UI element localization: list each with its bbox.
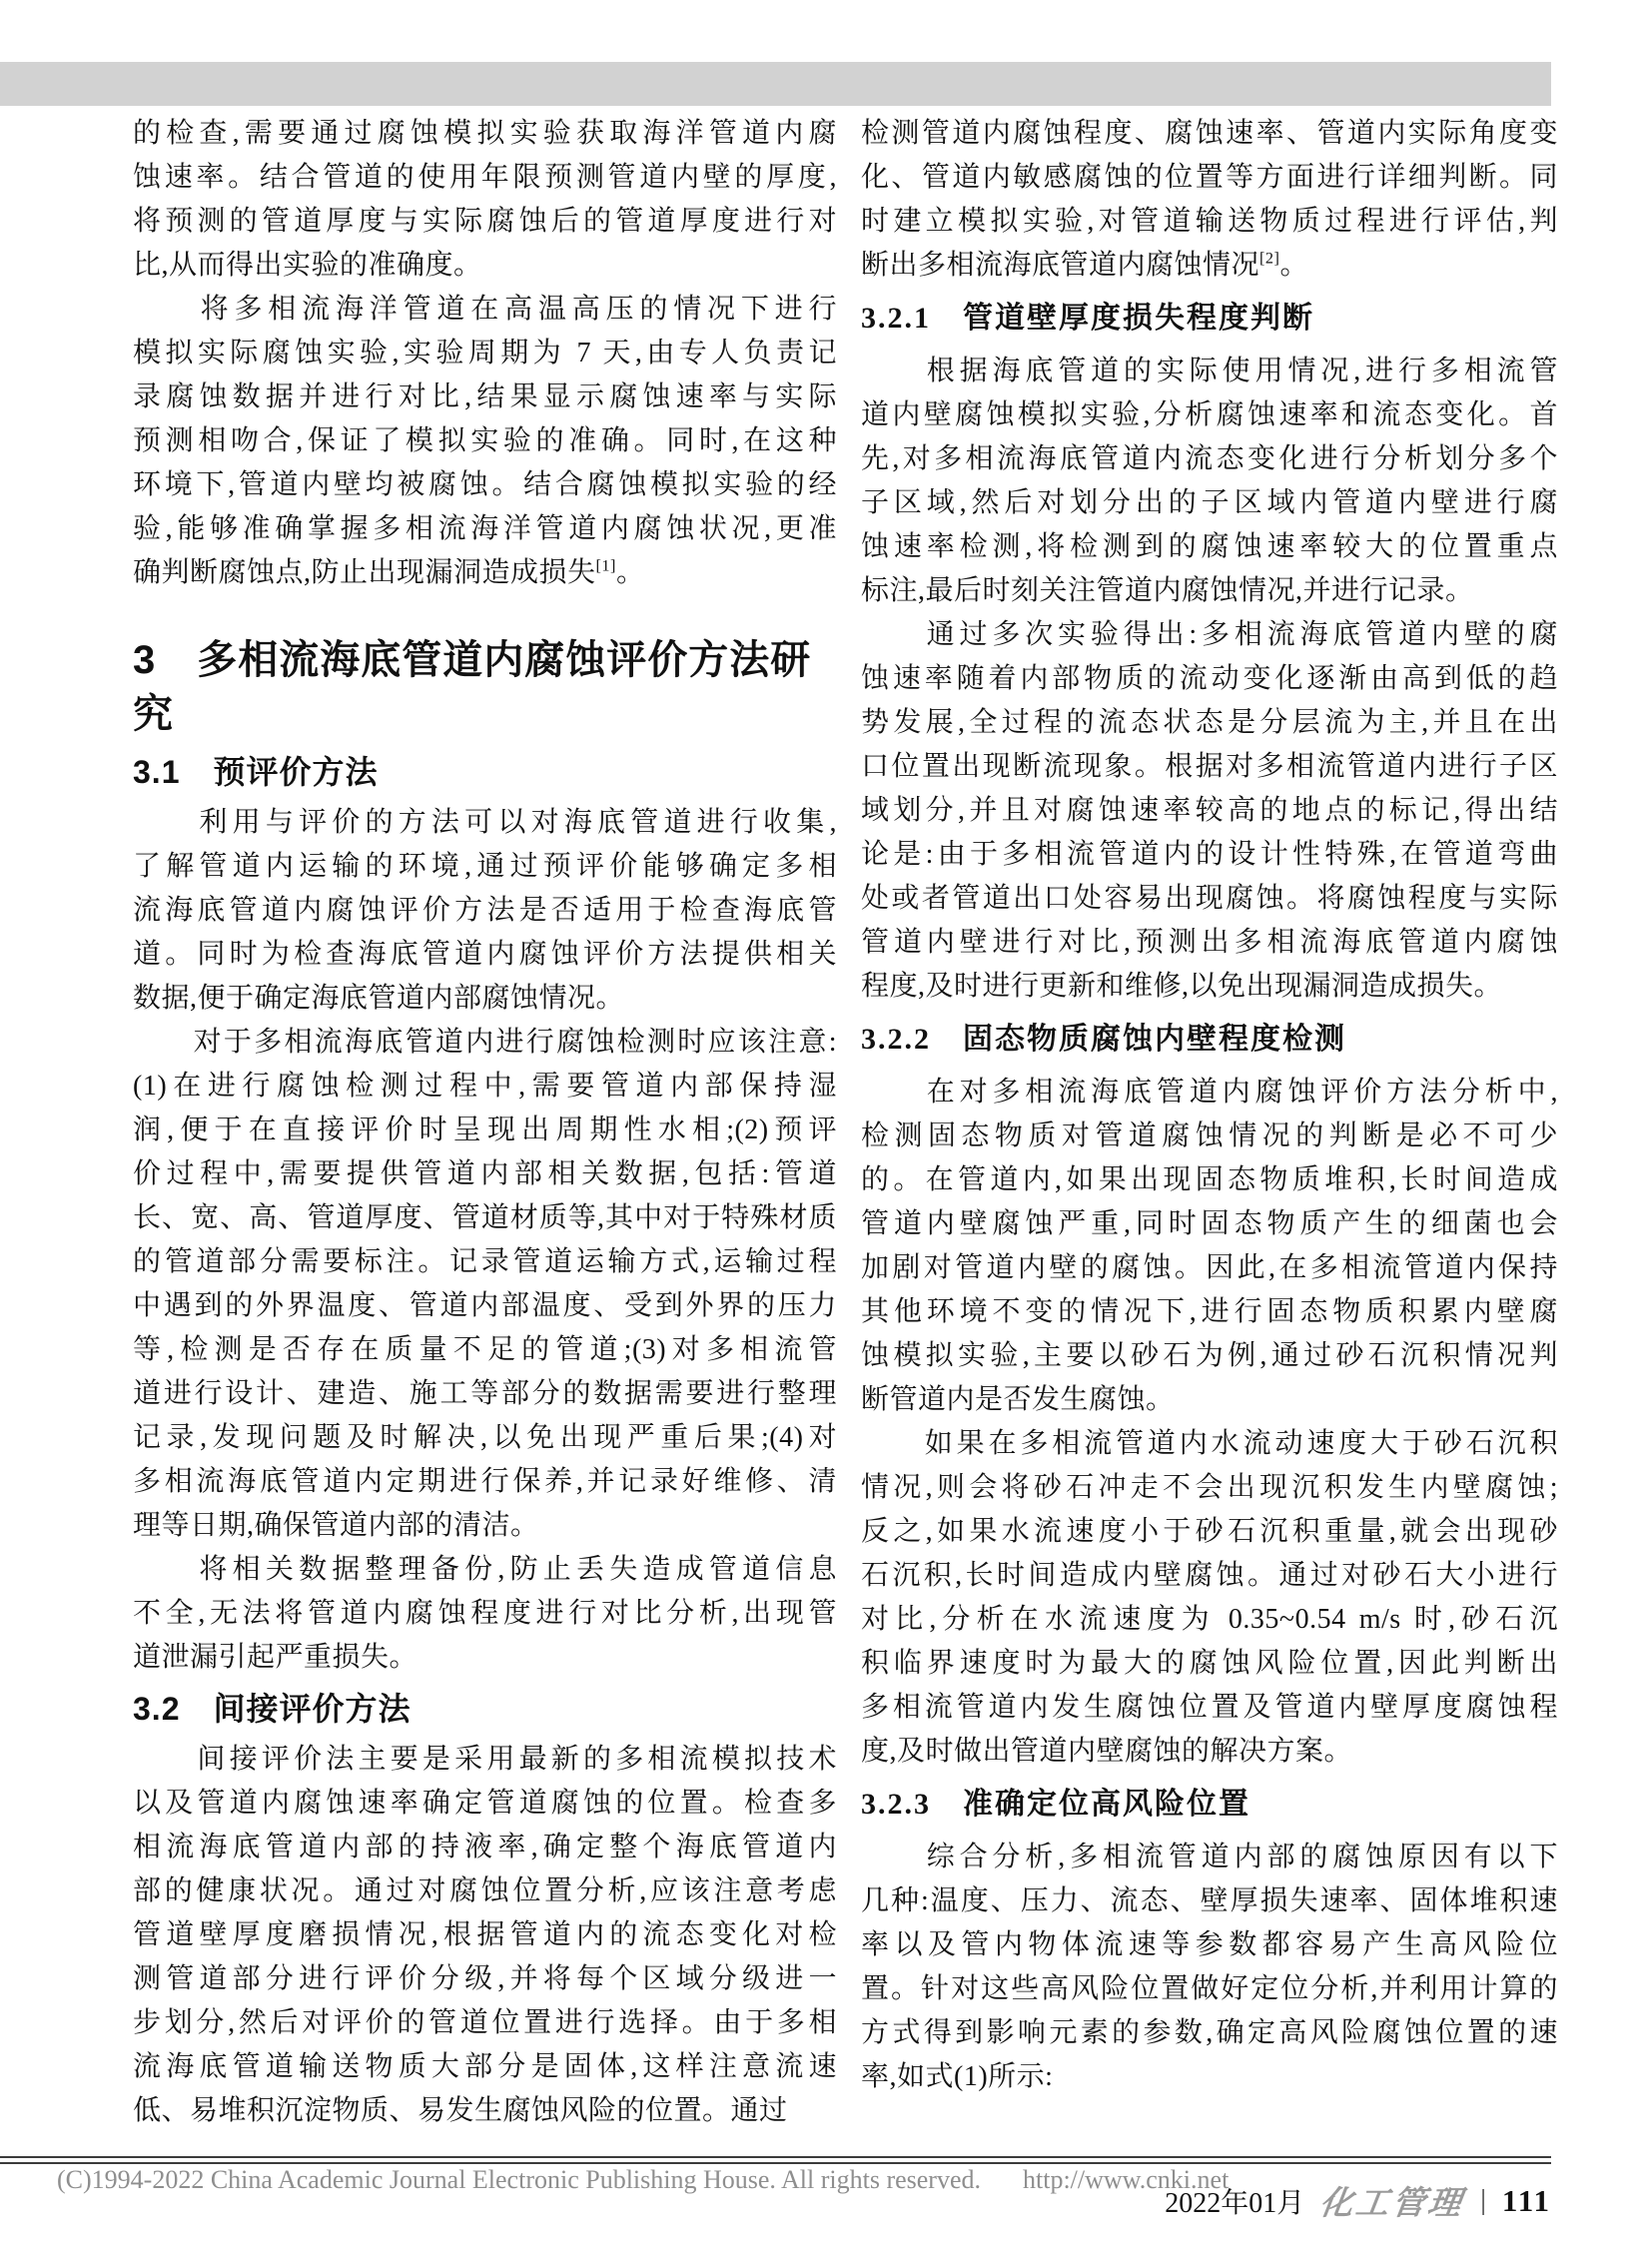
text-line: 将预测的管道厚度与实际腐蚀后的管道厚度进行对 bbox=[133, 206, 837, 237]
text-line: 模拟实际腐蚀实验,实验周期为 7 天,由专人负责记 bbox=[133, 338, 837, 369]
text-line: 蚀速率检测,将检测到的腐蚀速率较大的位置重点 bbox=[861, 531, 1558, 562]
text-line: 的。在管道内,如果出现固态物质堆积,长时间造成 bbox=[861, 1164, 1558, 1195]
text-line: 流海底管道内腐蚀评价方法是否适用于检查海底管 bbox=[133, 895, 837, 926]
text-line: 测管道部分进行评价分级,并将每个区域分级进一 bbox=[133, 1963, 837, 1994]
text-line: 以及管道内腐蚀速率确定管道腐蚀的位置。检查多 bbox=[133, 1788, 837, 1819]
text-line: 多相流管道内发生腐蚀位置及管道内壁厚度腐蚀程 bbox=[861, 1692, 1558, 1723]
right-column bbox=[861, 112, 1558, 2099]
text-line: 情况,则会将砂石冲走不会出现沉积发生内壁腐蚀; bbox=[861, 1472, 1558, 1503]
paragraph bbox=[861, 350, 1558, 613]
page-number: 111 bbox=[1501, 2182, 1551, 2218]
text-line: 流海底管道输送物质大部分是固体,这样注意流速 bbox=[133, 2051, 837, 2082]
text-line: 标注,最后时刻关注管道内腐蚀情况,并进行记录。 bbox=[861, 575, 1474, 606]
text-line: 断出多相流海底管道内腐蚀情况[2]。 bbox=[861, 249, 1308, 281]
left-column bbox=[133, 112, 837, 2133]
text-line: 势发展,全过程的流态状态是分层流为主,并且在出 bbox=[861, 707, 1558, 738]
text-line: 反之,如果水流速度小于砂石沉积重量,就会出现砂 bbox=[861, 1516, 1558, 1547]
text-line: 环境下,管道内壁均被腐蚀。结合腐蚀模拟实验的经 bbox=[133, 469, 837, 500]
section-heading-h3: 3.2.2 固态物质腐蚀内壁程度检测 bbox=[861, 1023, 1346, 1056]
text-line: 管道内壁腐蚀严重,同时固态物质产生的细菌也会 bbox=[861, 1208, 1558, 1239]
text-line: 中遇到的外界温度、管道内部温度、受到外界的压力 bbox=[133, 1290, 837, 1321]
text-line: 域划分,并且对腐蚀速率较高的地点的标记,得出结 bbox=[861, 795, 1558, 826]
text-line: 蚀速率。结合管道的使用年限预测管道内壁的厚度, bbox=[133, 162, 837, 193]
text-line: 价过程中,需要提供管道内部相关数据,包括:管道 bbox=[133, 1158, 837, 1189]
copyright-text bbox=[57, 2165, 1229, 2195]
text-line: 低、易堆积沉淀物质、易发生腐蚀风险的位置。通过 bbox=[133, 2095, 788, 2126]
text-line: 道内壁腐蚀模拟实验,分析腐蚀速率和流态变化。首 bbox=[861, 399, 1558, 430]
section-heading-h1: 3 多相流海底管道内腐蚀评价方法研究 bbox=[133, 638, 812, 736]
text-line: 管道壁厚度磨损情况,根据管道内的流态变化对检 bbox=[133, 1919, 837, 1950]
section-heading-h2: 3.2 间接评价方法 bbox=[133, 1691, 412, 1727]
text-line: 将多相流海洋管道在高温高压的情况下进行 bbox=[133, 294, 837, 325]
text-line: 间接评价法主要是采用最新的多相流模拟技术 bbox=[133, 1744, 837, 1775]
paragraph bbox=[861, 1422, 1558, 1774]
text-line: 通过多次实验得出:多相流海底管道内壁的腐 bbox=[861, 619, 1558, 650]
text-line: 预测相吻合,保证了模拟实验的准确。同时,在这种 bbox=[133, 425, 837, 456]
section-heading-h3: 3.2.1 管道壁厚度损失程度判断 bbox=[861, 302, 1314, 335]
text-line: 先,对多相流海底管道内流态变化进行分析划分多个 bbox=[861, 443, 1558, 474]
text-line: 检测管道内腐蚀程度、腐蚀速率、管道内实际角度变 bbox=[861, 118, 1558, 149]
text-line: 率,如式(1)所示: bbox=[861, 2061, 1054, 2092]
text-line: 部的健康状况。通过对腐蚀位置分析,应该注意考虑 bbox=[133, 1875, 837, 1906]
text-line: 了解管道内运输的环境,通过预评价能够确定多相 bbox=[133, 851, 837, 882]
text-line: 步划分,然后对评价的管道位置进行选择。由于多相 bbox=[133, 2007, 837, 2038]
text-line: 度,及时做出管道内壁腐蚀的解决方案。 bbox=[861, 1736, 1353, 1767]
text-line: 在对多相流海底管道内腐蚀评价方法分析中, bbox=[861, 1077, 1558, 1108]
text-line: 处或者管道出口处容易出现腐蚀。将腐蚀程度与实际 bbox=[861, 883, 1558, 914]
text-line: 化、管道内敏感腐蚀的位置等方面进行详细判断。同 bbox=[861, 162, 1558, 193]
text-line: 蚀速率随着内部物质的流动变化逐渐由高到低的趋 bbox=[861, 663, 1558, 694]
text-line: 程度,及时进行更新和维修,以免出现漏洞造成损失。 bbox=[861, 971, 1503, 1002]
text-line: 理等日期,确保管道内部的清洁。 bbox=[133, 1510, 539, 1541]
text-line: 口位置出现断流现象。根据对多相流管道内进行子区 bbox=[861, 751, 1558, 782]
separator-bar: | bbox=[1480, 2184, 1486, 2216]
text-line: 方式得到影响元素的参数,确定高风险腐蚀位置的速 bbox=[861, 2017, 1558, 2048]
text-line: 不全,无法将管道内腐蚀程度进行对比分析,出现管 bbox=[133, 1598, 837, 1629]
text-line: 记录,发现问题及时解决,以免出现严重后果;(4)对 bbox=[133, 1422, 837, 1453]
text-line: 等,检测是否存在质量不足的管道;(3)对多相流管 bbox=[133, 1334, 837, 1365]
copyright-line: (C)1994-2022 China Academic Journal Electronic Publishing House. All rights reserved. bbox=[57, 2165, 981, 2194]
text-line: 置。针对这些高风险位置做好定位分析,并利用计算的 bbox=[861, 1973, 1558, 2004]
text-line: 综合分析,多相流管道内部的腐蚀原因有以下 bbox=[861, 1842, 1558, 1872]
text-line: 对比,分析在水流速度为 0.35~0.54 m/s 时,砂石沉 bbox=[861, 1604, 1558, 1635]
text-line: 的检查,需要通过腐蚀模拟实验获取海洋管道内腐 bbox=[133, 118, 837, 149]
footer-rule bbox=[0, 2156, 1551, 2164]
text-line: 多相流海底管道内定期进行保养,并记录好维修、清 bbox=[133, 1466, 837, 1497]
text-line: 断管道内是否发生腐蚀。 bbox=[861, 1384, 1175, 1415]
section-heading-h2: 3.1 预评价方法 bbox=[133, 754, 379, 790]
paragraph bbox=[861, 1836, 1558, 2099]
cnki-url: http://www.cnki.net bbox=[1023, 2165, 1230, 2194]
paragraph bbox=[861, 1071, 1558, 1422]
paragraph bbox=[133, 112, 837, 288]
text-line: 其他环境不变的情况下,进行固态物质积累内壁腐 bbox=[861, 1296, 1558, 1327]
text-line: 对于多相流海底管道内进行腐蚀检测时应该注意: bbox=[133, 1027, 837, 1058]
text-line: 时建立模拟实验,对管道输送物质过程进行评估,判 bbox=[861, 206, 1558, 237]
text-line: (1)在进行腐蚀检测过程中,需要管道内部保持湿 bbox=[133, 1071, 837, 1102]
paragraph bbox=[861, 613, 1558, 1009]
header-band bbox=[0, 62, 1551, 106]
text-line: 率以及管内物体流速等参数都容易产生高风险位 bbox=[861, 1929, 1558, 1960]
text-line: 论是:由于多相流管道内的设计性特殊,在管道弯曲 bbox=[861, 839, 1558, 870]
text-line: 管道内壁进行对比,预测出多相流海底管道内腐蚀 bbox=[861, 927, 1558, 958]
paragraph bbox=[133, 801, 837, 1021]
text-line: 润,便于在直接评价时呈现出周期性水相;(2)预评 bbox=[133, 1115, 837, 1145]
issue-date: 2022年01月 bbox=[1165, 2187, 1305, 2219]
text-line: 蚀模拟实验,主要以砂石为例,通过砂石沉积情况判 bbox=[861, 1340, 1558, 1371]
text-line: 积临界速度时为最大的腐蚀风险位置,因此判断出 bbox=[861, 1648, 1558, 1679]
text-line: 的管道部分需要标注。记录管道运输方式,运输过程 bbox=[133, 1246, 837, 1277]
text-line: 子区域,然后对划分出的子区域内管道内壁进行腐 bbox=[861, 487, 1558, 518]
paragraph bbox=[133, 288, 837, 595]
text-line: 道进行设计、建造、施工等部分的数据需要进行整理 bbox=[133, 1378, 837, 1409]
footer-right bbox=[1165, 2177, 1551, 2224]
paragraph bbox=[133, 1021, 837, 1548]
paragraph bbox=[133, 1738, 837, 2133]
paragraph bbox=[133, 1548, 837, 1680]
section-heading-h3: 3.2.3 准确定位高风险位置 bbox=[861, 1788, 1250, 1821]
text-line: 录腐蚀数据并进行对比,结果显示腐蚀速率与实际 bbox=[133, 381, 837, 412]
text-line: 相流海底管道内部的持液率,确定整个海底管道内 bbox=[133, 1832, 837, 1863]
text-line: 将相关数据整理备份,防止丢失造成管道信息 bbox=[133, 1554, 837, 1585]
text-line: 利用与评价的方法可以对海底管道进行收集, bbox=[133, 807, 837, 838]
text-line: 几种:温度、压力、流态、壁厚损失速率、固体堆积速 bbox=[861, 1885, 1558, 1916]
text-line: 长、宽、高、管道厚度、管道材质等,其中对于特殊材质 bbox=[133, 1202, 837, 1233]
text-line: 如果在多相流管道内水流动速度大于砂石沉积 bbox=[861, 1428, 1558, 1459]
text-line: 加剧对管道内壁的腐蚀。因此,在多相流管道内保持 bbox=[861, 1252, 1558, 1283]
text-line: 检测固态物质对管道腐蚀情况的判断是必不可少 bbox=[861, 1121, 1558, 1151]
paragraph bbox=[861, 112, 1558, 288]
text-line: 石沉积,长时间造成内壁腐蚀。通过对砂石大小进行 bbox=[861, 1560, 1558, 1591]
text-line: 道泄漏引起严重损失。 bbox=[133, 1642, 418, 1673]
journal-logo: 化工管理 bbox=[1317, 2186, 1467, 2222]
text-line: 数据,便于确定海底管道内部腐蚀情况。 bbox=[133, 983, 625, 1014]
text-line: 根据海底管道的实际使用情况,进行多相流管 bbox=[861, 356, 1558, 386]
text-line: 确判断腐蚀点,防止出现漏洞造成损失[1]。 bbox=[133, 556, 645, 588]
text-line: 比,从而得出实验的准确度。 bbox=[133, 250, 482, 281]
text-line: 验,能够准确掌握多相流海洋管道内腐蚀状况,更准 bbox=[133, 513, 837, 544]
text-line: 道。同时为检查海底管道内腐蚀评价方法提供相关 bbox=[133, 939, 837, 970]
